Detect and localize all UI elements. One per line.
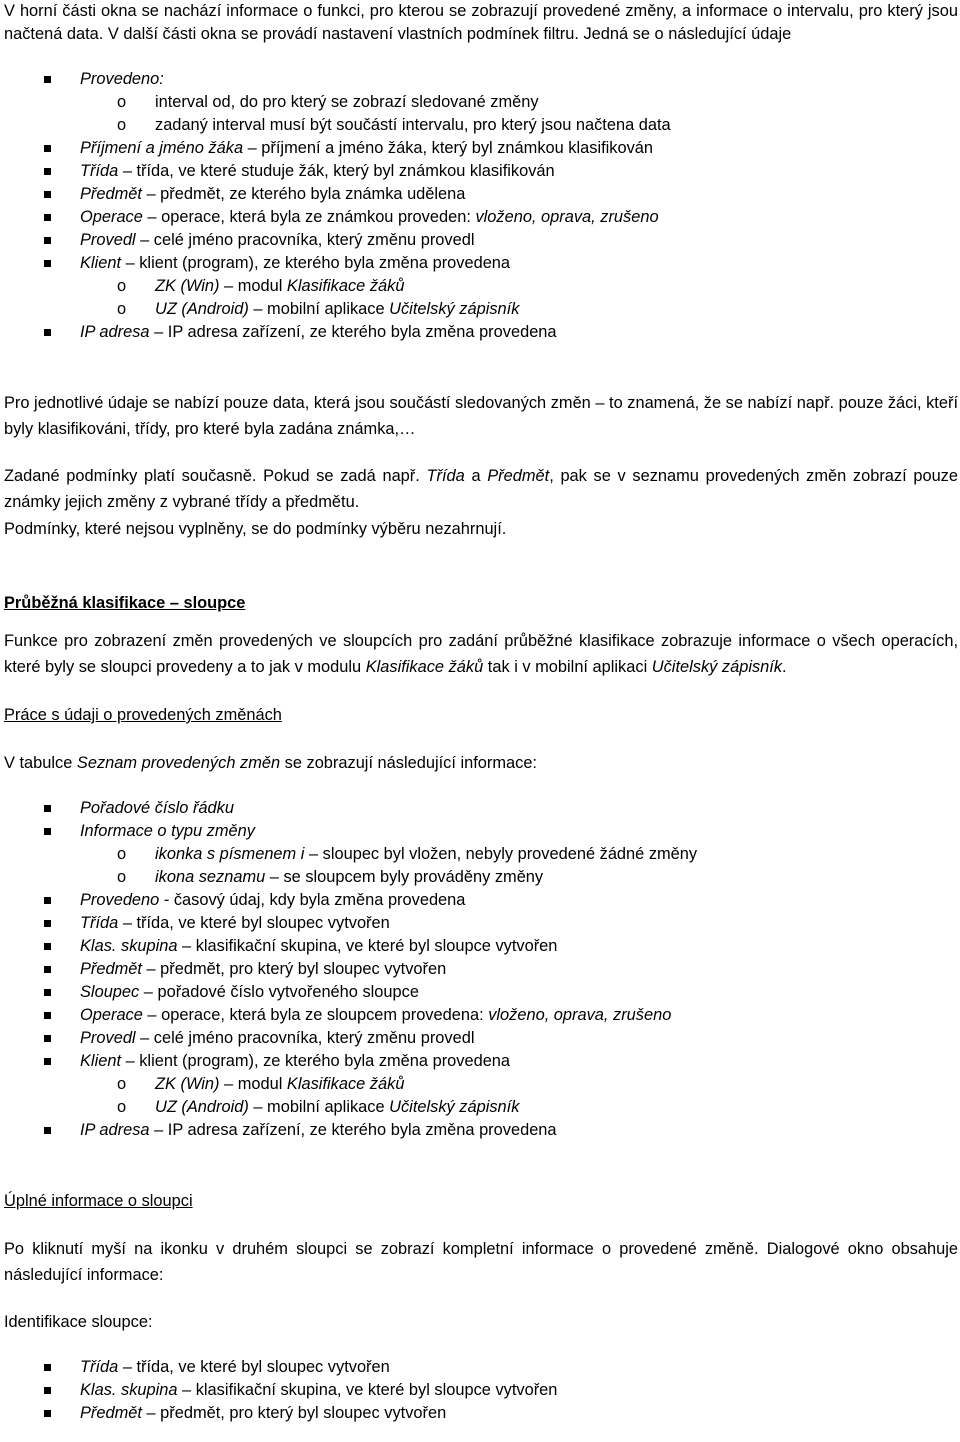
list-item-label: Klas. skupina: [80, 1381, 178, 1399]
section-intro-text-1: Funkce pro zobrazení změn provedených ve sloupcích pro zadání průběžné klasifikace zobrazuje informace o všech operacích, které byly se sloupci provedeny a to jak v modulu: [4, 632, 958, 676]
list-item-label: Informace o typu změny: [80, 822, 255, 840]
list-item: [4, 958, 958, 981]
list-item-text: – klient (program), ze kterého byla změna provedena: [121, 254, 511, 272]
sub-list-item: [4, 114, 958, 137]
sub-list-item-label: ZK (Win): [155, 277, 220, 295]
sub-list-item-label: ZK (Win): [155, 1075, 220, 1093]
list-item-label: IP adresa: [80, 1121, 150, 1139]
sub-list-item: [4, 91, 958, 114]
list-item: [4, 321, 958, 344]
sub-list-item-tail: Učitelský zápisník: [389, 1098, 520, 1116]
list-item: [4, 229, 958, 252]
list-item-label: Předmět: [80, 960, 142, 978]
table-intro-paragraph: [4, 750, 958, 776]
sub-list-wrapper: [4, 1073, 958, 1119]
conditions-text-3: , pak se v seznamu provedených změn zobrazí pouze známky jejich změny z vybrané třídy a předmětu.: [4, 467, 958, 511]
list-item: [4, 820, 958, 843]
conditions-paragraph: [4, 463, 958, 515]
list-item-label: Provedeno:: [80, 70, 164, 88]
list-item-text: – předmět, ze kterého byla známka udělena: [141, 185, 466, 203]
list-item: [4, 1004, 958, 1027]
sub-list-item-label: UZ (Android): [155, 1098, 249, 1116]
section-intro-app: Učitelský zápisník: [651, 658, 783, 676]
list-item-label: Operace: [80, 1006, 143, 1024]
sub-list-item-text: – modul: [219, 1075, 287, 1093]
list-item-label: Klient: [80, 1052, 122, 1070]
list-item-label: Provedl: [80, 1029, 136, 1047]
section-heading: Průběžná klasifikace – sloupce: [4, 594, 246, 612]
sub-list-item-text: – modul: [219, 277, 287, 295]
list-item-label: Provedeno: [80, 891, 160, 909]
list-item-text: – operace, která byla ze sloupcem provedena:: [142, 1006, 489, 1024]
sub-list-item-text: – mobilní aplikace: [248, 300, 390, 318]
list-item-label: Třída: [80, 914, 119, 932]
list-item-label: Předmět: [80, 1404, 142, 1422]
list-item: [4, 981, 958, 1004]
table-intro-text-2: se zobrazují následující informace:: [280, 754, 537, 772]
intro-paragraph: V horní části okna se nachází informace o funkci, pro kterou se zobrazují provedené změny, a informace o intervalu, pro který jsou načtená data. V další části okna se provádí nastavení vlastních podmínek filtru. Jedná se o následující údaje: [4, 2, 958, 43]
list-item: [4, 1050, 958, 1073]
list-item: [4, 160, 958, 183]
list-item: [4, 1402, 958, 1425]
sub-list-item-text: – sloupec byl vložen, nebyly provedené žádné změny: [304, 845, 698, 863]
list-item-text: – celé jméno pracovníka, který změnu provedl: [135, 1029, 475, 1047]
sub-list-item: [4, 298, 958, 321]
sub-list-item-label: ikona seznamu: [155, 868, 266, 886]
list-item-text: - časový údaj, kdy byla změna provedena: [159, 891, 466, 909]
conditions-text-1: Zadané podmínky platí současně. Pokud se zadá např.: [4, 467, 427, 485]
sub-list-item: [4, 866, 958, 889]
sub-list-item-tail: Učitelský zápisník: [389, 300, 520, 318]
section-intro-paragraph: [4, 628, 958, 680]
conditions-trida: Třída: [426, 467, 465, 485]
list-item-text: – předmět, pro který byl sloupec vytvořen: [141, 1404, 447, 1422]
list-item-text: – celé jméno pracovníka, který změnu provedl: [135, 231, 475, 249]
conditions-text-2: a: [464, 467, 488, 485]
sub-list-item-label: ikonka s písmenem i: [155, 845, 305, 863]
column-identification-label: Identifikace sloupce:: [4, 1313, 153, 1331]
unfilled-conditions-paragraph: Podmínky, které nejsou vyplněny, se do podmínky výběru nezahrnují.: [4, 520, 507, 538]
list-item-label: Sloupec: [80, 983, 140, 1001]
list-item-label: IP adresa: [80, 323, 150, 341]
list-item-label: Klas. skupina: [80, 937, 178, 955]
list-item-text: – pořadové číslo vytvořeného sloupce: [139, 983, 419, 1001]
list-item-tail: vloženo, oprava, zrušeno: [475, 208, 659, 226]
sub-list-item-text: interval od, do pro který se zobrazí sledované změny: [155, 93, 539, 111]
list-item-text: – operace, která byla ze známkou proveden:: [142, 208, 476, 226]
list-item-label: Třída: [80, 162, 119, 180]
list-item: [4, 68, 958, 91]
subheading-changes: Práce s údaji o provedených změnách: [4, 706, 282, 724]
list-item-label: Provedl: [80, 231, 136, 249]
list-item: [4, 183, 958, 206]
list-item-text: – třída, ve které byl sloupec vytvořen: [118, 914, 390, 932]
list-item-text: – třída, ve které byl sloupec vytvořen: [118, 1358, 390, 1376]
full-info-paragraph: Po kliknutí myší na ikonku v druhém sloupci se zobrazí kompletní informace o provedené změně. Dialogové okno obsahuje následující informace:: [4, 1240, 958, 1284]
list-item-text: – příjmení a jméno žáka, který byl známkou klasifikován: [243, 139, 654, 157]
sub-list-item: [4, 843, 958, 866]
sub-list: [4, 843, 958, 889]
list-item-text: – předmět, pro který byl sloupec vytvořen: [141, 960, 447, 978]
sub-list-wrapper: [4, 275, 958, 321]
list-item: [4, 889, 958, 912]
sub-list-item: [4, 1073, 958, 1096]
list-item-text: – IP adresa zařízení, ze kterého byla změna provedena: [149, 323, 557, 341]
sub-list-item-text: – se sloupcem byly prováděny změny: [265, 868, 544, 886]
sub-list: [4, 91, 958, 137]
sub-list-item-tail: Klasifikace žáků: [286, 1075, 405, 1093]
sub-list-item-text: – mobilní aplikace: [248, 1098, 390, 1116]
list-item: [4, 252, 958, 275]
table-intro-text-1: V tabulce: [4, 754, 77, 772]
sub-list-item-label: UZ (Android): [155, 300, 249, 318]
list-item-text: – třída, ve které studuje žák, který byl známkou klasifikován: [118, 162, 555, 180]
list-item-text: – IP adresa zařízení, ze kterého byla změna provedena: [149, 1121, 557, 1139]
section-intro-text-2: tak i v mobilní aplikaci: [483, 658, 652, 676]
intro-bullet-list: [4, 68, 958, 344]
list-item-label: Předmět: [80, 185, 142, 203]
sub-list: [4, 275, 958, 321]
list-item-label: Pořadové číslo řádku: [80, 799, 234, 817]
sub-list-item: [4, 275, 958, 298]
table-intro-name: Seznam provedených změn: [76, 754, 281, 772]
list-item-label: Příjmení a jméno žáka: [80, 139, 244, 157]
section-intro-text-3: .: [782, 658, 787, 676]
list-item: [4, 1379, 958, 1402]
list-item: [4, 1027, 958, 1050]
sub-list-wrapper: [4, 91, 958, 137]
list-item-label: Třída: [80, 1358, 119, 1376]
columns-bullet-list: [4, 797, 958, 1142]
list-item-text: – klasifikační skupina, ve které byl sloupce vytvořen: [177, 937, 558, 955]
conditions-predmet: Předmět: [487, 467, 550, 485]
sub-list-item-text: zadaný interval musí být součástí intervalu, pro který jsou načtena data: [155, 116, 671, 134]
identification-bullet-list: [4, 1356, 958, 1425]
list-item-tail: vloženo, oprava, zrušeno: [488, 1006, 672, 1024]
list-item: [4, 797, 958, 820]
list-item-text: – klient (program), ze kterého byla změna provedena: [121, 1052, 511, 1070]
sub-list-wrapper: [4, 843, 958, 889]
list-item: [4, 1356, 958, 1379]
list-item: [4, 1119, 958, 1142]
sub-list-item-tail: Klasifikace žáků: [286, 277, 405, 295]
list-item: [4, 206, 958, 229]
list-item-label: Klient: [80, 254, 122, 272]
list-item: [4, 935, 958, 958]
list-item-text: – klasifikační skupina, ve které byl sloupce vytvořen: [177, 1381, 558, 1399]
list-item: [4, 912, 958, 935]
section-intro-modul: Klasifikace žáků: [365, 658, 484, 676]
list-item-label: Operace: [80, 208, 143, 226]
sub-list-item: [4, 1096, 958, 1119]
document-page: [4, 0, 958, 1425]
list-item: [4, 137, 958, 160]
sub-list: [4, 1073, 958, 1119]
subheading-full-info: Úplné informace o sloupci: [4, 1192, 193, 1210]
data-offer-paragraph: Pro jednotlivé údaje se nabízí pouze data, která jsou součástí sledovaných změn – to znamená, že se nabízí např. pouze žáci, kteří byly klasifikováni, třídy, pro které byla zadána známka,…: [4, 394, 958, 438]
